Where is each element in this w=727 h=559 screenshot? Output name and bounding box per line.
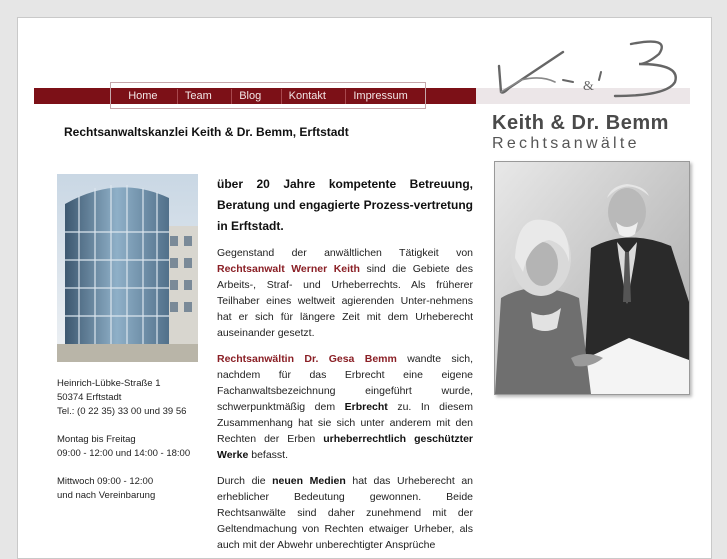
svg-text:&: & [583, 79, 594, 94]
hours-times: 09:00 - 12:00 und 14:00 - 18:00 [57, 448, 191, 459]
nav-impressum[interactable]: Impressum [345, 89, 414, 104]
text-segment: zu. In diesem Zusammenhang hat sie sich unter anderem mit den Rechten der Erben [217, 401, 473, 445]
term-werke: urheberrechtlich geschützter Werke [217, 433, 473, 461]
contact-address [57, 377, 217, 503]
paragraph-keith [217, 245, 473, 341]
nav-blog[interactable]: Blog [231, 89, 268, 104]
text-segment: wandte sich, nachdem für das Erbrecht eine eigene Fachanwaltsbezeichnung eingeführt wurde, schwerpunktmäßig dem [217, 353, 473, 413]
text-segment: hat das Urheberecht an erheblicher Bedeutung gewonnen. Beide Rechtsanwälte sind daher zunehmend mit der Geltendmachung von Rechten etwaiger Urheber, als auch mit der Abwehr unberechtigter Ansprüche [217, 475, 474, 551]
hours-appointment: und nach Vereinbarung [57, 490, 156, 501]
nav-team[interactable]: Team [177, 89, 219, 104]
name-keith: Rechtsanwalt Werner Keith [217, 263, 360, 275]
text-segment: Gegenstand der anwältlichen Tätigkeit von [217, 247, 473, 259]
paragraph-bemm [217, 351, 473, 463]
text-segment: sind die Gebiete des Arbeits-, Straf- und Urheberrechts. Als früherer Teilhaber eines weltweit agierenden Unter-nehmens hat er sich für längere Zeit mit dem Urheberecht auseinander gesetzt. [217, 263, 473, 339]
text-segment: befasst. [248, 449, 289, 461]
address-phone: Tel.: (0 22 35) 33 00 und 39 56 [57, 406, 187, 417]
main-content [217, 174, 473, 559]
name-bemm: Rechtsanwältin Dr. Gesa Bemm [217, 353, 397, 365]
logo-mark [491, 30, 691, 110]
page [17, 17, 712, 559]
page-title: Rechtsanwaltskanzlei Keith & Dr. Bemm, Erftstadt [64, 125, 349, 139]
term-medien: neuen Medien [272, 475, 346, 487]
address-city: 50374 Erftstadt [57, 392, 122, 403]
office-building-image [57, 174, 198, 362]
hours-days: Montag bis Freitag [57, 434, 136, 445]
logo-subtitle: Rechtsanwälte [492, 135, 640, 152]
nav-kontakt[interactable]: Kontakt [281, 89, 333, 104]
logo-title: Keith & Dr. Bemm [492, 112, 669, 134]
nav-home[interactable]: Home [128, 89, 158, 102]
lawyers-photo [494, 161, 690, 395]
main-nav [110, 82, 426, 109]
address-street: Heinrich-Lübke-Straße 1 [57, 378, 161, 389]
hours-wednesday: Mittwoch 09:00 - 12:00 [57, 476, 154, 487]
paragraph-medien [217, 473, 473, 553]
lead-text: über 20 Jahre kompetente Betreuung, Beratung und engagierte Prozess-vertretung in Erftstadt. [217, 177, 473, 233]
text-segment: Durch die [217, 475, 273, 487]
term-erbrecht: Erbrecht [344, 401, 388, 413]
